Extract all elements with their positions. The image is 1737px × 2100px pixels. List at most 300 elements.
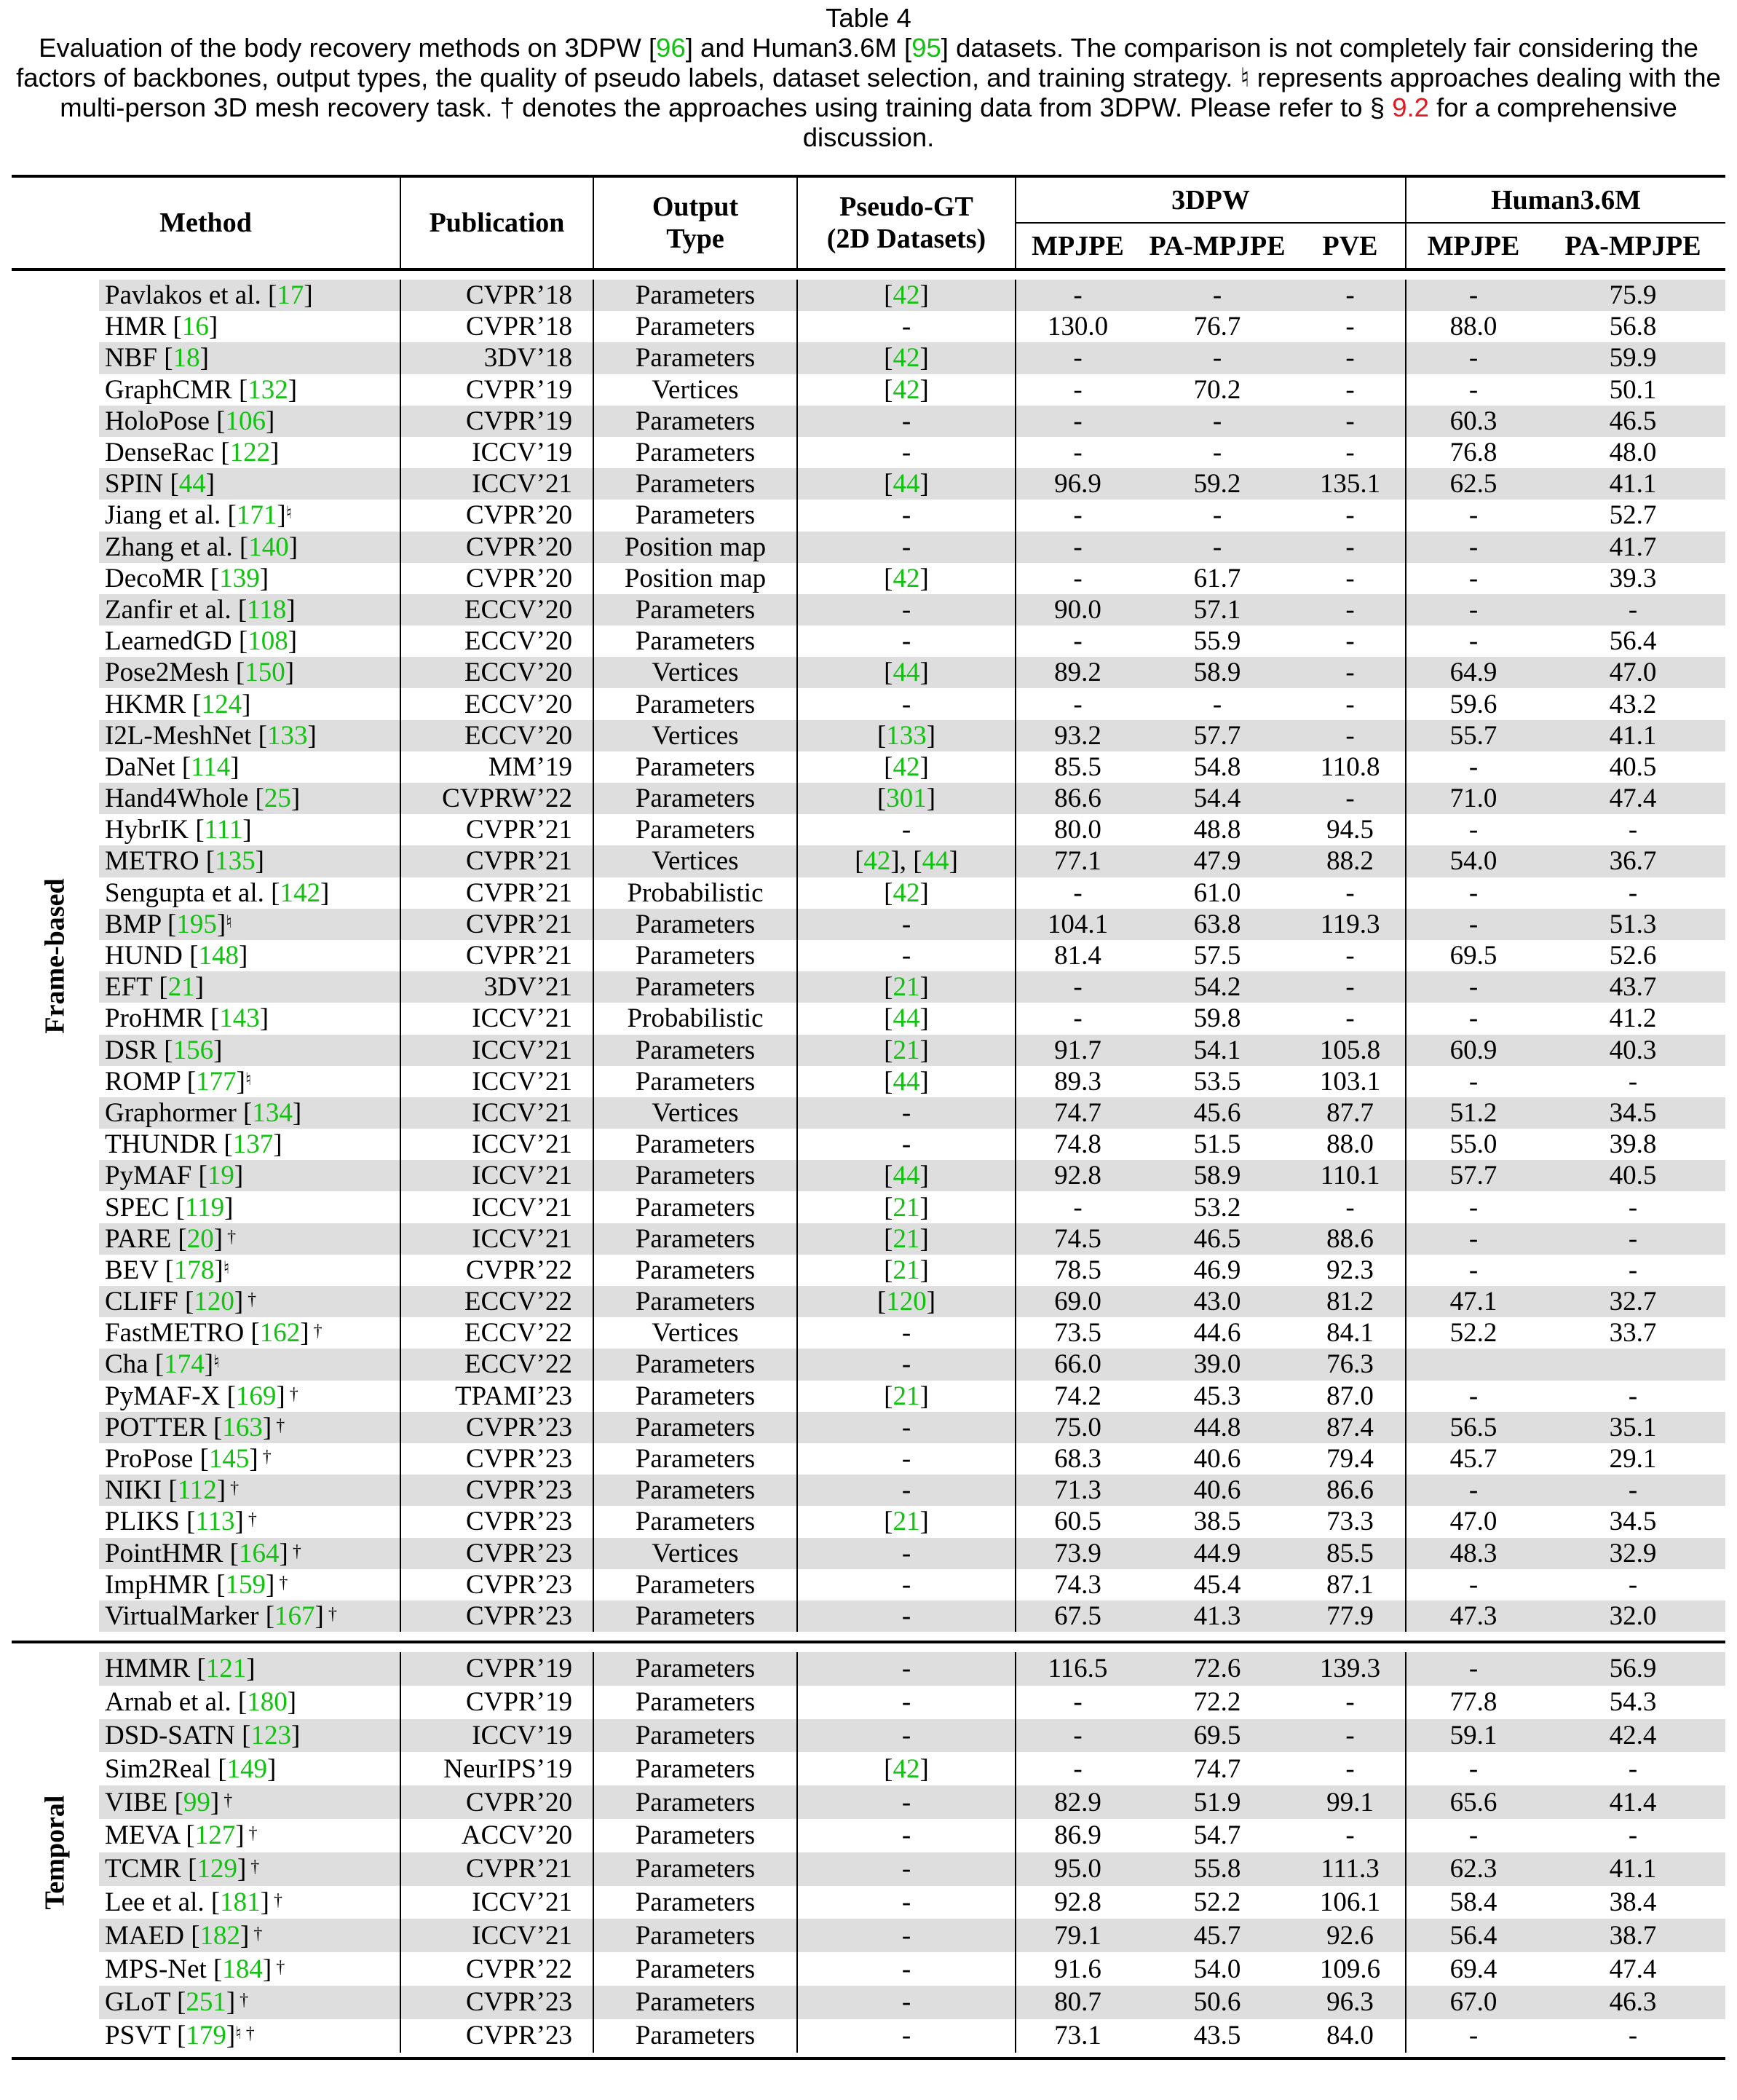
cite-link[interactable]: 251 <box>186 1987 226 2018</box>
h36m-mpjpe: 65.6 <box>1406 1785 1540 1819</box>
publication: MM’19 <box>400 751 593 783</box>
pseudo-gt: - <box>797 406 1016 437</box>
cite-link[interactable]: 44 <box>893 1003 920 1034</box>
cite-link[interactable]: 135 <box>215 846 256 877</box>
h36m-pa-mpjpe: 47.4 <box>1540 783 1725 814</box>
cite-link[interactable]: 42 <box>893 563 920 593</box>
h36m-mpjpe: 60.3 <box>1406 406 1540 437</box>
cite-link[interactable]: 177 <box>196 1066 237 1097</box>
3dpw-pa-mpjpe: 39.0 <box>1139 1349 1295 1380</box>
cite-link[interactable]: 140 <box>248 532 289 562</box>
3dpw-pve: 96.3 <box>1295 1986 1406 2019</box>
cite-link[interactable]: 95 <box>911 33 941 63</box>
output-type: Parameters <box>593 1686 797 1719</box>
frame-row <box>12 1506 1725 1537</box>
3dpw-mpjpe: 130.0 <box>1016 311 1139 342</box>
h36m-pa-mpjpe: 43.2 <box>1609 689 1657 719</box>
cite-link[interactable]: 111 <box>204 815 243 845</box>
3dpw-mpjpe: 74.7 <box>1016 1097 1139 1129</box>
method-name: Graphormer [134] <box>99 1097 400 1129</box>
cite-link[interactable]: 21 <box>893 1192 920 1223</box>
frame-row <box>12 1569 1725 1600</box>
frame-row <box>12 625 1725 657</box>
cite-link[interactable]: 42 <box>893 877 920 908</box>
3dpw-pve: 77.9 <box>1295 1600 1406 1632</box>
h36m-pa-mpjpe: 51.3 <box>1540 909 1725 940</box>
3dpw-pa-mpjpe: 74.7 <box>1193 1753 1241 1784</box>
cite-link[interactable]: 145 <box>208 1444 250 1475</box>
h36m-pa-mpjpe: 56.4 <box>1609 626 1657 657</box>
cite-link[interactable]: 96 <box>656 33 686 63</box>
3dpw-mpjpe: - <box>1016 625 1139 657</box>
cite-link[interactable]: 44 <box>893 1161 920 1191</box>
h36m-mpjpe: - <box>1406 342 1540 374</box>
3dpw-pve: 139.3 <box>1295 1652 1406 1686</box>
method-name: Pose2Mesh [150] <box>99 657 400 688</box>
marker: ♮ <box>226 912 232 932</box>
cite-link[interactable]: 122 <box>229 438 271 468</box>
cite-link[interactable]: 182 <box>199 1920 241 1951</box>
cite-link[interactable]: 21 <box>893 1255 920 1285</box>
cite-link[interactable]: 132 <box>248 374 288 405</box>
h36m-mpjpe: 51.2 <box>1406 1097 1540 1129</box>
h36m-mpjpe: - <box>1406 1191 1540 1223</box>
caption-line-3: multi-person 3D mesh recovery task. † denotes the approaches using training data from 3DPW. Please refer to § 9.2 for a comprehensive <box>60 92 1677 122</box>
3dpw-pve: 79.4 <box>1326 1444 1374 1475</box>
method-name: HUND [148] <box>105 941 248 971</box>
publication: ICCV’21 <box>400 468 593 500</box>
h36m-mpjpe: 59.6 <box>1406 688 1540 719</box>
publication: CVPR’21 <box>400 814 593 845</box>
method-name: VIBE [99] † <box>99 1785 400 1819</box>
3dpw-pve: 87.4 <box>1295 1412 1406 1443</box>
3dpw-pve: 119.3 <box>1295 909 1406 940</box>
pseudo-gt: [21] <box>797 1255 1016 1286</box>
3dpw-mpjpe: 85.5 <box>1016 751 1139 783</box>
cite-link[interactable]: 181 <box>220 1887 261 1918</box>
publication: CVPR’23 <box>400 2019 593 2053</box>
cite-link[interactable]: 17 <box>277 280 304 311</box>
h36m-pa-mpjpe: - <box>1628 1820 1638 1851</box>
frame-row <box>12 1349 1725 1380</box>
cite-link[interactable]: 156 <box>173 1035 214 1065</box>
3dpw-pa-mpjpe: 40.6 <box>1139 1475 1295 1506</box>
h36m-pa-mpjpe: 41.1 <box>1540 468 1725 500</box>
h36m-mpjpe: 69.4 <box>1406 1952 1540 1986</box>
h36m-pa-mpjpe: 40.5 <box>1609 751 1657 782</box>
cite-link[interactable]: 19 <box>207 1161 234 1191</box>
pseudo-gt: [42] <box>797 563 1016 594</box>
frame-row <box>12 563 1725 594</box>
h36m-mpjpe: - <box>1406 751 1540 783</box>
output-type: Probabilistic <box>593 877 797 909</box>
3dpw-pve: - <box>1295 657 1406 688</box>
output-type: Parameters <box>593 342 797 374</box>
method-name: Zhang et al. [140] <box>99 532 400 563</box>
3dpw-mpjpe: 86.9 <box>1016 1819 1139 1852</box>
output-type: Parameters <box>593 406 797 437</box>
output-type: Parameters <box>593 1819 797 1852</box>
cite-link[interactable]: 169 <box>235 1381 277 1411</box>
method-name: Zanfir et al. [118] <box>99 594 400 625</box>
cite-link[interactable]: 42 <box>893 751 920 782</box>
h36m-mpjpe: 77.8 <box>1406 1686 1540 1719</box>
cite-link[interactable]: 184 <box>222 1954 263 1984</box>
publication: CVPR’21 <box>400 877 593 909</box>
cite-link[interactable]: 149 <box>226 1753 268 1784</box>
frame-row <box>12 1003 1725 1034</box>
h36m-mpjpe: - <box>1406 1819 1540 1852</box>
pseudo-gt: - <box>797 1686 1016 1719</box>
h36m-pa-mpjpe: 46.3 <box>1540 1986 1725 2019</box>
3dpw-mpjpe: 116.5 <box>1016 1652 1139 1686</box>
h36m-mpjpe: 47.3 <box>1406 1600 1540 1632</box>
method-name: Pavlakos et al. [17] <box>99 280 400 311</box>
3dpw-pve: 86.6 <box>1295 1475 1406 1506</box>
pseudo-gt: - <box>797 1600 1016 1632</box>
cite-link[interactable]: 301 <box>886 783 927 814</box>
h36m-mpjpe: 55.0 <box>1406 1129 1540 1160</box>
cite-link[interactable]: 106 <box>225 406 266 436</box>
3dpw-pve: - <box>1345 1753 1355 1784</box>
3dpw-pa-mpjpe: 58.9 <box>1139 1160 1295 1191</box>
h36m-mpjpe: - <box>1406 1255 1540 1286</box>
publication: ECCV’22 <box>400 1317 593 1349</box>
cite-link[interactable]: 16 <box>181 312 209 342</box>
frame-group-cell <box>12 280 99 1632</box>
cite-link[interactable]: 133 <box>886 720 927 751</box>
pseudo-gt: - <box>797 1986 1016 2019</box>
frame-row <box>12 437 1725 468</box>
publication: CVPR’20 <box>400 532 593 563</box>
marker: † <box>272 1957 285 1977</box>
output-type: Parameters <box>593 1035 797 1066</box>
cite-link[interactable]: 148 <box>198 941 239 971</box>
cite-link[interactable]: 159 <box>225 1569 266 1600</box>
3dpw-pa-mpjpe: 54.7 <box>1193 1820 1241 1851</box>
h36m-mpjpe <box>1406 1349 1540 1380</box>
method-name: PARE [20] † <box>99 1223 400 1255</box>
3dpw-pa-mpjpe: 43.5 <box>1193 2021 1241 2051</box>
method-name: EFT [21] <box>99 971 400 1003</box>
cite-link[interactable]: 18 <box>173 343 200 374</box>
3dpw-pa-mpjpe: 55.8 <box>1139 1852 1295 1886</box>
method-name: Sim2Real [149] <box>105 1753 277 1784</box>
h36m-pa-mpjpe: 32.0 <box>1540 1600 1725 1632</box>
cite-link[interactable]: 114 <box>191 751 231 782</box>
output-type: Parameters <box>593 1129 797 1160</box>
3dpw-mpjpe: 60.5 <box>1016 1506 1139 1537</box>
caption-title: Table 4 <box>826 3 911 33</box>
cite-link[interactable]: 42 <box>893 374 920 405</box>
3dpw-pve: - <box>1295 720 1406 751</box>
3dpw-mpjpe: - <box>1016 1191 1139 1223</box>
3dpw-mpjpe: 77.1 <box>1016 845 1139 877</box>
pseudo-gt: - <box>797 1349 1016 1380</box>
temporal-group-cell <box>12 1652 99 2053</box>
cite-link[interactable]: 195 <box>176 909 217 939</box>
cite-link[interactable]: 134 <box>252 1097 293 1128</box>
3dpw-pve: - <box>1295 406 1406 437</box>
3dpw-mpjpe: 82.9 <box>1016 1785 1139 1819</box>
h36m-mpjpe: - <box>1406 280 1540 311</box>
output-type: Parameters <box>593 1652 797 1686</box>
cite-link[interactable]: 120 <box>194 1287 234 1317</box>
cite-link[interactable]: 20 <box>186 1223 214 1254</box>
h36m-mpjpe: 59.1 <box>1406 1719 1540 1753</box>
cite-link[interactable]: 21 <box>893 1035 920 1065</box>
pseudo-gt: - <box>797 311 1016 342</box>
cite-link[interactable]: 163 <box>222 1412 263 1442</box>
3dpw-pa-mpjpe: 55.9 <box>1193 626 1241 657</box>
3dpw-pa-mpjpe: 52.2 <box>1193 1887 1241 1918</box>
3dpw-mpjpe: 66.0 <box>1016 1349 1139 1380</box>
section-link[interactable]: 9.2 <box>1392 92 1429 122</box>
col-method: Method <box>159 208 252 238</box>
caption-line-1: Evaluation of the body recovery methods on 3DPW [96] and Human3.6M [95] datasets. The comparison is not completely fair considering the <box>39 33 1698 63</box>
frame-row <box>12 909 1725 940</box>
cite-link[interactable]: 21 <box>893 972 920 1003</box>
pseudo-gt: - <box>797 1569 1016 1600</box>
3dpw-pve: 87.0 <box>1326 1381 1374 1411</box>
cite-link[interactable]: 120 <box>886 1287 927 1317</box>
3dpw-pa-mpjpe: 45.6 <box>1139 1097 1295 1129</box>
publication: CVPR’21 <box>400 1852 593 1886</box>
h36m-mpjpe: 60.9 <box>1406 1035 1540 1066</box>
cite-link[interactable]: 44 <box>922 846 949 877</box>
output-type: Parameters <box>593 1223 797 1255</box>
method-name: FastMETRO [162] † <box>105 1318 323 1349</box>
h36m-mpjpe: 48.3 <box>1406 1538 1540 1569</box>
h36m-pa-mpjpe: 39.3 <box>1609 563 1657 593</box>
h36m-mpjpe: - <box>1406 1752 1540 1785</box>
pseudo-gt: [21] <box>797 1506 1016 1537</box>
method-name: GraphCMR [132] <box>105 374 298 405</box>
frame-row <box>12 940 1725 971</box>
cite-link[interactable]: 139 <box>219 563 260 593</box>
output-type: Parameters <box>593 814 797 845</box>
frame-row <box>12 751 1725 783</box>
cite-link[interactable]: 121 <box>205 1654 247 1684</box>
cite-link[interactable]: 21 <box>167 972 195 1003</box>
h36m-pa-mpjpe: 48.0 <box>1609 438 1657 468</box>
publication: CVPR’19 <box>400 406 593 437</box>
method-name: PointHMR [164] † <box>99 1538 400 1569</box>
output-type: Parameters <box>593 1986 797 2019</box>
cite-link[interactable]: 25 <box>264 783 291 814</box>
h36m-mpjpe: 69.5 <box>1406 940 1540 971</box>
cite-link[interactable]: 112 <box>177 1475 217 1506</box>
cite-link[interactable]: 21 <box>893 1381 920 1411</box>
cite-link[interactable]: 178 <box>173 1255 215 1285</box>
3dpw-pa-mpjpe: 70.2 <box>1193 374 1241 405</box>
h36m-pa-mpjpe: 34.5 <box>1609 1507 1657 1537</box>
cite-link[interactable]: 133 <box>266 720 308 751</box>
caption-line-4: discussion. <box>802 122 935 152</box>
cite-link[interactable]: 108 <box>248 626 288 657</box>
h36m-pa-mpjpe: 75.9 <box>1540 280 1725 311</box>
cite-link[interactable]: 180 <box>247 1687 288 1718</box>
3dpw-mpjpe: 67.5 <box>1016 1600 1139 1632</box>
h36m-mpjpe: 56.4 <box>1406 1919 1540 1952</box>
cite-link[interactable]: 99 <box>183 1787 210 1817</box>
3dpw-pa-mpjpe: 48.8 <box>1193 815 1241 845</box>
3dpw-pve: - <box>1345 626 1355 657</box>
cite-link[interactable]: 42 <box>863 846 891 877</box>
cite-link[interactable]: 127 <box>194 1820 236 1851</box>
h36m-pa-mpjpe: - <box>1628 2021 1638 2051</box>
frame-row <box>12 311 1725 342</box>
3dpw-mpjpe: 73.9 <box>1016 1538 1139 1569</box>
3dpw-pve: 87.7 <box>1295 1097 1406 1129</box>
3dpw-mpjpe: 80.7 <box>1016 1986 1139 2019</box>
output-type: Parameters <box>593 751 797 783</box>
cite-link[interactable]: 137 <box>232 1129 274 1160</box>
cite-link[interactable]: 42 <box>893 343 920 374</box>
method-name: MAED [182] † <box>99 1919 400 1952</box>
cite-link[interactable]: 123 <box>250 1721 291 1751</box>
output-type: Position map <box>593 563 797 594</box>
pseudo-gt: [42] <box>797 751 1016 783</box>
pseudo-gt: - <box>797 1785 1016 1819</box>
col-3dpw-mpjpe: MPJPE <box>1016 223 1139 269</box>
3dpw-mpjpe: 75.0 <box>1016 1412 1139 1443</box>
output-type: Parameters <box>593 688 797 719</box>
3dpw-pve: - <box>1345 1687 1355 1718</box>
cite-link[interactable]: 143 <box>219 1003 260 1034</box>
3dpw-pa-mpjpe: - <box>1139 280 1295 311</box>
cite-link[interactable]: 42 <box>893 280 920 311</box>
method-name: PSVT [179]♮ † <box>105 2021 255 2051</box>
h36m-mpjpe: - <box>1406 1223 1540 1255</box>
h36m-mpjpe: 71.0 <box>1406 783 1540 814</box>
publication: CVPR’18 <box>400 280 593 311</box>
marker: † <box>244 1824 258 1844</box>
h36m-pa-mpjpe: - <box>1540 594 1725 625</box>
output-type: Parameters <box>593 1381 797 1412</box>
frame-group-label: Frame-based <box>39 877 71 1034</box>
pseudo-gt: [21] <box>797 1223 1016 1255</box>
3dpw-pve: - <box>1345 312 1355 342</box>
3dpw-pa-mpjpe: 50.6 <box>1139 1986 1295 2019</box>
cite-link[interactable]: 44 <box>893 658 920 688</box>
output-type: Parameters <box>593 1255 797 1286</box>
3dpw-pa-mpjpe: - <box>1212 438 1222 468</box>
cite-link[interactable]: 167 <box>274 1600 315 1631</box>
cite-link[interactable]: 119 <box>185 1192 225 1223</box>
output-type: Parameters <box>593 1443 797 1475</box>
cite-link[interactable]: 113 <box>195 1507 235 1537</box>
cite-link[interactable]: 162 <box>259 1318 301 1349</box>
3dpw-mpjpe: 80.0 <box>1016 814 1139 845</box>
3dpw-mpjpe: - <box>1016 1003 1139 1034</box>
3dpw-pa-mpjpe: 76.7 <box>1193 312 1241 342</box>
h36m-pa-mpjpe: 41.4 <box>1540 1785 1725 1819</box>
output-type: Probabilistic <box>593 1003 797 1034</box>
cite-link[interactable]: 21 <box>893 1223 920 1254</box>
temporal-row <box>12 1819 1725 1852</box>
cite-link[interactable]: 44 <box>893 1066 920 1097</box>
col-h36m-mpjpe: MPJPE <box>1406 223 1540 269</box>
cite-link[interactable]: 118 <box>247 594 287 625</box>
3dpw-pa-mpjpe: 51.9 <box>1139 1785 1295 1819</box>
h36m-pa-mpjpe: 40.5 <box>1540 1160 1725 1191</box>
cite-link[interactable]: 142 <box>280 877 320 908</box>
output-type: Parameters <box>593 1569 797 1600</box>
cite-link[interactable]: 179 <box>186 2021 226 2051</box>
3dpw-pa-mpjpe: 45.3 <box>1193 1381 1241 1411</box>
method-name: BMP [195]♮ <box>99 909 400 940</box>
publication: ICCV’21 <box>400 1066 593 1097</box>
3dpw-pve: - <box>1295 1719 1406 1753</box>
method-name: ImpHMR [159] † <box>105 1569 288 1600</box>
h36m-pa-mpjpe: 47.4 <box>1609 1954 1657 1984</box>
method-name: PLIKS [113] † <box>105 1507 257 1537</box>
frame-row <box>12 500 1725 531</box>
method-name: Arnab et al. [180] <box>105 1687 297 1718</box>
3dpw-pa-mpjpe: 57.5 <box>1193 941 1241 971</box>
publication: ICCV’19 <box>400 1719 593 1753</box>
method-name: CLIFF [120] † <box>99 1286 400 1317</box>
frame-row <box>12 594 1725 625</box>
output-type: Parameters <box>593 437 797 468</box>
publication: CVPR’20 <box>400 500 593 531</box>
cite-link[interactable]: 150 <box>245 658 285 688</box>
cite-link[interactable]: 171 <box>236 500 277 531</box>
h36m-mpjpe: - <box>1406 1652 1540 1686</box>
output-type: Parameters <box>593 1412 797 1443</box>
frame-row <box>12 877 1725 909</box>
pseudo-gt: - <box>797 1952 1016 1986</box>
h36m-pa-mpjpe: 32.7 <box>1540 1286 1725 1317</box>
publication: 3DV’18 <box>400 342 593 374</box>
3dpw-mpjpe: 79.1 <box>1016 1919 1139 1952</box>
3dpw-mpjpe: - <box>1016 1752 1139 1785</box>
h36m-mpjpe: - <box>1406 625 1540 657</box>
3dpw-mpjpe: - <box>1016 406 1139 437</box>
h36m-mpjpe: 56.5 <box>1406 1412 1540 1443</box>
method-name: HMR [16] <box>105 312 218 342</box>
3dpw-pve: 84.1 <box>1326 1318 1374 1349</box>
3dpw-pa-mpjpe: 44.6 <box>1193 1318 1241 1349</box>
3dpw-pa-mpjpe: 53.2 <box>1193 1192 1241 1223</box>
pseudo-gt: [21] <box>797 1035 1016 1066</box>
output-type: Parameters <box>593 1886 797 1919</box>
output-type: Parameters <box>593 2019 797 2053</box>
cite-link[interactable]: 129 <box>197 1854 237 1884</box>
pseudo-gt: - <box>797 1819 1016 1852</box>
3dpw-mpjpe: 74.2 <box>1016 1381 1139 1412</box>
cite-link[interactable]: 44 <box>893 469 920 500</box>
pseudo-gt: [44] <box>797 1160 1016 1191</box>
3dpw-mpjpe: 71.3 <box>1016 1475 1139 1506</box>
3dpw-pa-mpjpe: 61.0 <box>1193 877 1241 908</box>
marker: † <box>243 1290 257 1310</box>
h36m-mpjpe: 88.0 <box>1406 311 1540 342</box>
h36m-pa-mpjpe: 41.7 <box>1540 532 1725 563</box>
cite-link[interactable]: 164 <box>239 1538 280 1568</box>
cite-link[interactable]: 42 <box>893 1753 920 1784</box>
cite-link[interactable]: 174 <box>164 1349 205 1380</box>
3dpw-pa-mpjpe: 38.5 <box>1193 1507 1241 1537</box>
temporal-row <box>12 1886 1725 1919</box>
cite-link[interactable]: 21 <box>893 1507 920 1537</box>
frame-row <box>12 1097 1725 1129</box>
3dpw-pa-mpjpe: 63.8 <box>1139 909 1295 940</box>
cite-link[interactable]: 44 <box>178 469 206 500</box>
output-type: Parameters <box>593 1719 797 1753</box>
cite-link[interactable]: 124 <box>201 689 242 719</box>
